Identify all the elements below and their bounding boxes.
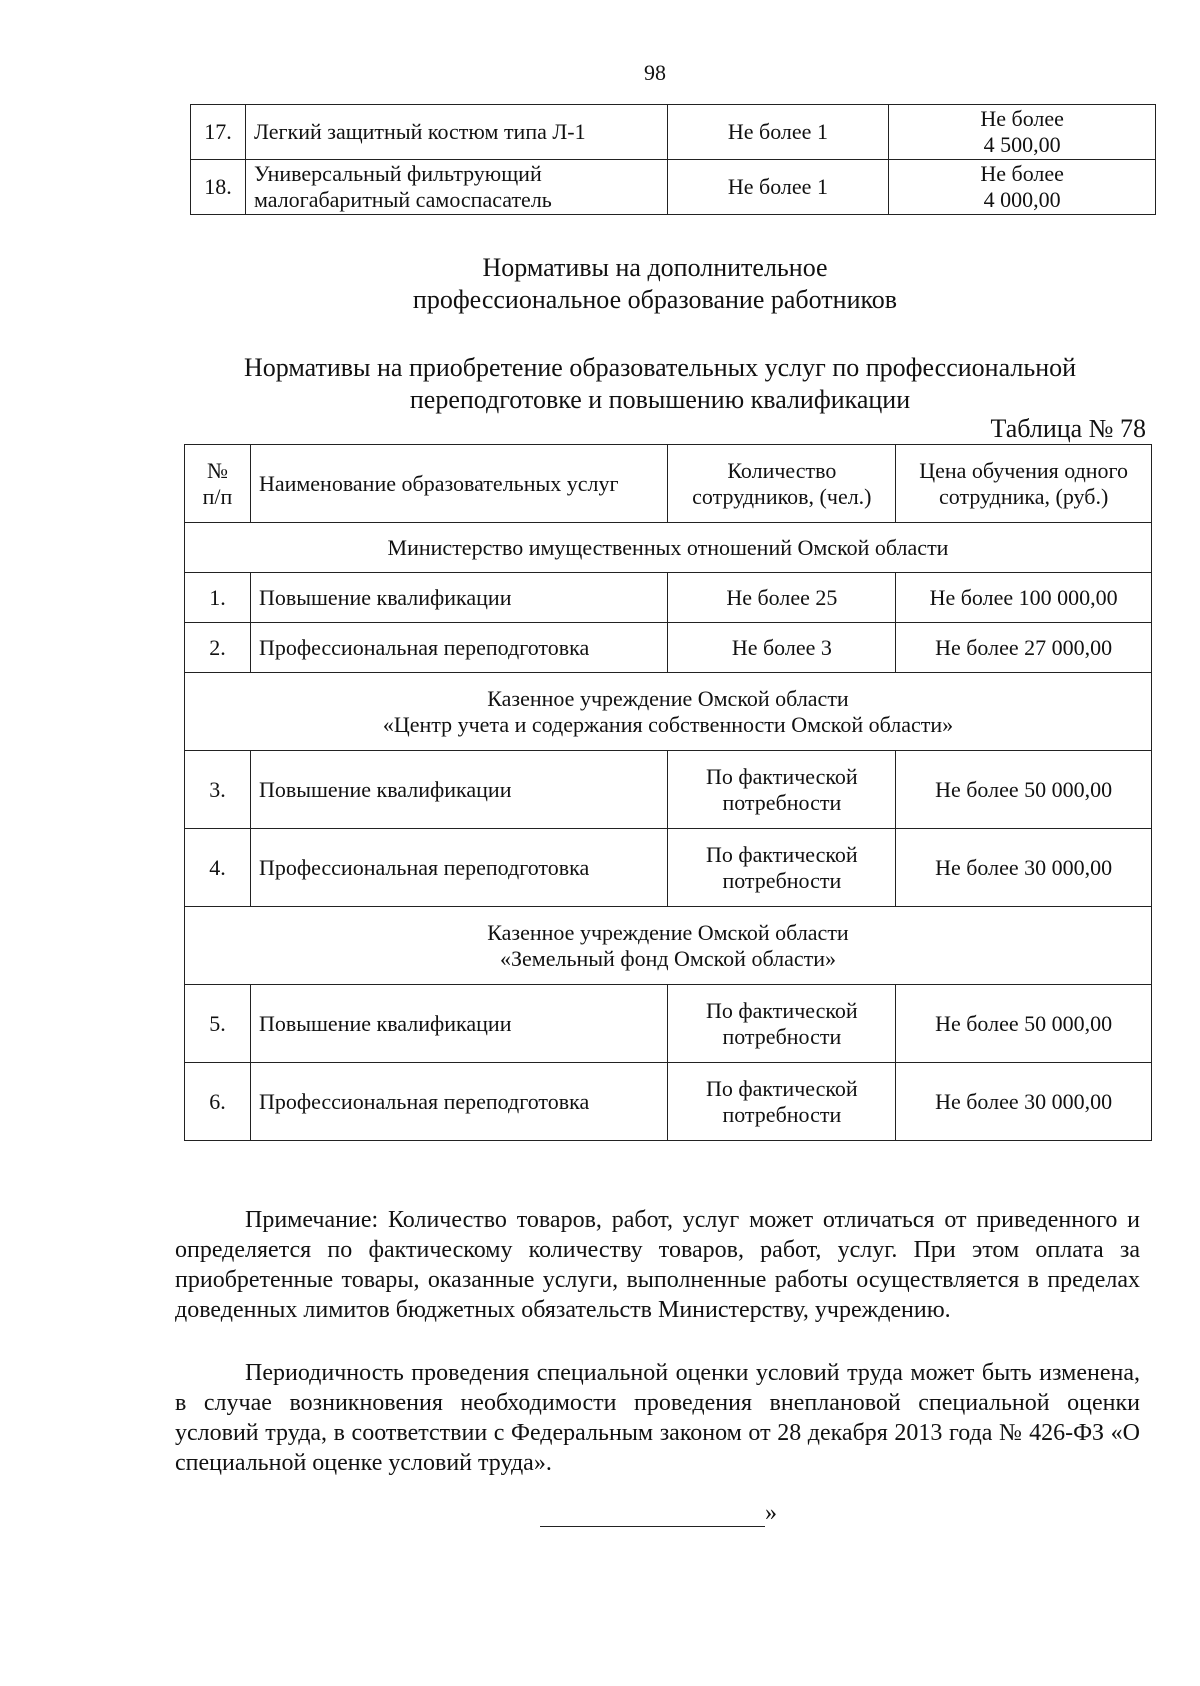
service-quantity-line-2: потребности (722, 789, 842, 815)
item-name-line-2: малогабаритный самоспасатель (253, 187, 552, 212)
group-row (185, 673, 1152, 751)
header-number (185, 445, 251, 523)
table-row (191, 105, 1156, 160)
service-quantity (668, 751, 896, 829)
table-row (185, 1063, 1152, 1141)
service-name: Профессиональная переподготовка (250, 623, 668, 673)
service-price: Не более 50 000,00 (896, 985, 1152, 1063)
row-number: 5. (185, 985, 251, 1063)
note-paragraph: Примечание: Количество товаров, работ, услуг может отличаться от приведенного и определяется по фактическому количеству товаров, работ, услуг. При этом оплата за приобретенные товары, оказанные услуги, выполненные работы осуществляется в пределах доведенных лимитов бюджетных обязательств Министерству, учреждению. (175, 1207, 1140, 1323)
service-name: Повышение квалификации (250, 985, 668, 1063)
item-quantity: Не более 1 (667, 160, 889, 215)
row-number: 3. (185, 751, 251, 829)
header-price-line-2: сотрудника, (руб.) (938, 483, 1109, 509)
table-row (191, 160, 1156, 215)
group-row (185, 523, 1152, 573)
service-quantity: Не более 25 (668, 573, 896, 623)
service-quantity (668, 985, 896, 1063)
row-number: 17. (191, 105, 246, 160)
item-price-line-1: Не более (980, 161, 1064, 186)
service-quantity-line-1: По фактической (706, 1075, 858, 1101)
group-title-line-2: «Земельный фонд Омской области» (500, 945, 836, 971)
equipment-table-continuation (190, 104, 1156, 215)
table-row (185, 985, 1152, 1063)
service-quantity-line-1: По фактической (706, 841, 858, 867)
item-name-line-1: Универсальный фильтрующий (253, 161, 542, 186)
header-number-line-1: № (206, 457, 228, 483)
service-quantity-line-1: По фактической (706, 763, 858, 789)
table-heading-line-2: переподготовке и повышению квалификации (409, 385, 911, 414)
service-price: Не более 27 000,00 (896, 623, 1152, 673)
group-title-line-2: «Центр учета и содержания собственности Омской области» (382, 711, 954, 737)
group-row (185, 907, 1152, 985)
table-row (185, 751, 1152, 829)
group-title (185, 907, 1152, 985)
item-price (889, 160, 1156, 215)
item-price-line-1: Не более (980, 106, 1064, 131)
table-header-row (185, 445, 1152, 523)
service-name: Повышение квалификации (250, 573, 668, 623)
table-caption: Таблица № 78 (990, 414, 1146, 443)
table-heading-line-1: Нормативы на приобретение образовательных услуг по профессиональной (243, 353, 1077, 382)
item-quantity: Не более 1 (667, 105, 889, 160)
service-name: Профессиональная переподготовка (250, 829, 668, 907)
item-name: Легкий защитный костюм типа Л-1 (245, 105, 667, 160)
page-number: 98 (644, 60, 666, 85)
group-title-line-1: Казенное учреждение Омской области (487, 919, 849, 945)
service-price: Не более 30 000,00 (896, 1063, 1152, 1141)
group-title-line-1: Казенное учреждение Омской области (487, 685, 849, 711)
table-row (185, 829, 1152, 907)
row-number: 18. (191, 160, 246, 215)
header-price (896, 445, 1152, 523)
service-name: Повышение квалификации (250, 751, 668, 829)
service-price: Не более 30 000,00 (896, 829, 1152, 907)
header-number-line-2: п/п (202, 483, 233, 509)
row-number: 2. (185, 623, 251, 673)
header-service-name: Наименование образовательных услуг (250, 445, 668, 523)
row-number: 6. (185, 1063, 251, 1141)
service-quantity (668, 1063, 896, 1141)
periodicity-paragraph: Периодичность проведения специальной оценки условий труда может быть изменена, в случае возникновения необходимости проведения внеплановой специальной оценки условий труда, в соответствии с Федеральным законом от 28 декабря 2013 года № 426-ФЗ «О специальной оценке условий труда». (175, 1360, 1140, 1476)
section-heading-line-2: профессиональное образование работников (412, 285, 898, 314)
group-title: Министерство имущественных отношений Омской области (185, 523, 1152, 573)
service-price: Не более 100 000,00 (896, 573, 1152, 623)
closing-quote: » (765, 1500, 777, 1526)
service-price: Не более 50 000,00 (896, 751, 1152, 829)
closing-mark (540, 1500, 777, 1527)
service-quantity: Не более 3 (668, 623, 896, 673)
service-quantity-line-2: потребности (722, 1101, 842, 1127)
group-title (185, 673, 1152, 751)
header-quantity-line-1: Количество (727, 457, 837, 483)
item-price (889, 105, 1156, 160)
table-row (185, 623, 1152, 673)
header-price-line-1: Цена обучения одного (919, 457, 1129, 483)
item-price-line-2: 4 500,00 (983, 132, 1061, 157)
item-price-line-2: 4 000,00 (983, 187, 1061, 212)
row-number: 1. (185, 573, 251, 623)
table-heading (0, 352, 1200, 416)
service-quantity-line-2: потребности (722, 1023, 842, 1049)
table-row (185, 573, 1152, 623)
service-quantity (668, 829, 896, 907)
education-services-table (184, 444, 1152, 1141)
section-heading (0, 252, 1200, 316)
item-name (245, 160, 667, 215)
service-quantity-line-1: По фактической (706, 997, 858, 1023)
section-heading-line-1: Нормативы на дополнительное (482, 253, 828, 282)
row-number: 4. (185, 829, 251, 907)
service-quantity-line-2: потребности (722, 867, 842, 893)
service-name: Профессиональная переподготовка (250, 1063, 668, 1141)
header-quantity-line-2: сотрудников, (чел.) (692, 483, 872, 509)
header-quantity (668, 445, 896, 523)
closing-line (540, 1504, 765, 1527)
